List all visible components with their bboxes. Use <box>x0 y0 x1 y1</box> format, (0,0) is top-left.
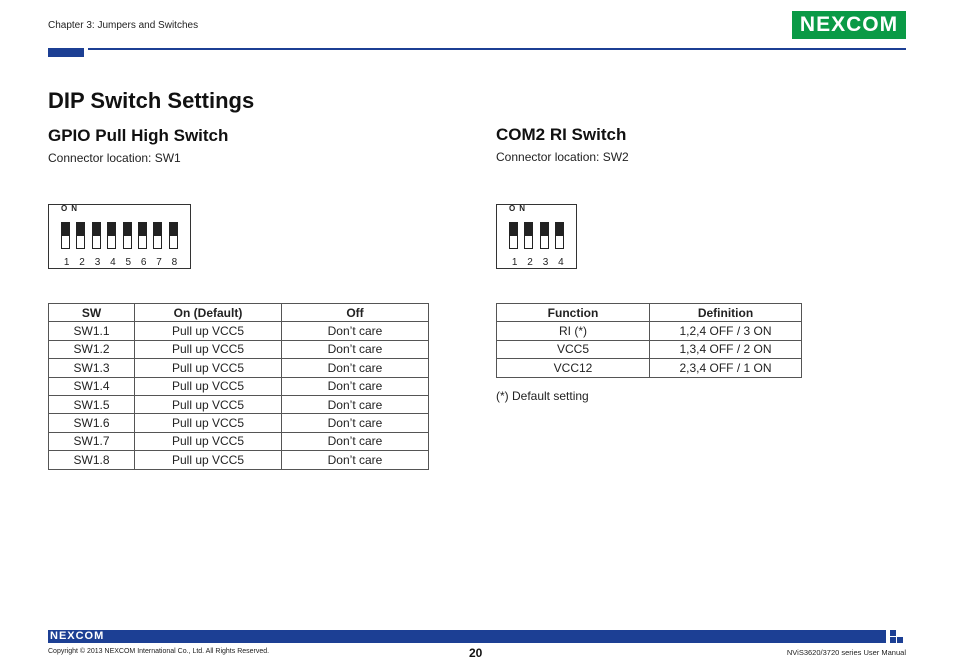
sw2-lever-1 <box>509 222 518 249</box>
sw1-lever-5 <box>123 222 132 249</box>
sw1-lever-knob <box>139 223 146 236</box>
sw2-lever-2 <box>524 222 533 249</box>
header-divider <box>88 48 906 50</box>
table-cell: VCC5 <box>497 340 650 358</box>
sw1-lever-4 <box>107 222 116 249</box>
sw1-dip-switch-diagram <box>48 204 191 269</box>
table-row <box>49 414 429 432</box>
sw2-lever-knob <box>510 223 517 236</box>
table-cell: 2,3,4 OFF / 1 ON <box>650 359 802 377</box>
sw1-lever-knob <box>124 223 131 236</box>
table-cell: Pull up VCC5 <box>135 432 282 450</box>
header-accent-bar <box>48 48 84 57</box>
footer-logo: NEXCOM <box>50 630 105 642</box>
table-row <box>49 451 429 469</box>
column-header-definition: Definition <box>650 304 802 322</box>
sw2-lever-knob <box>525 223 532 236</box>
sw1-position-number: 1 <box>63 257 70 268</box>
table-cell: Don’t care <box>282 395 429 413</box>
gpio-section-title: GPIO Pull High Switch <box>48 126 229 145</box>
table-cell: 1,3,4 OFF / 2 ON <box>650 340 802 358</box>
sw2-position-number: 1 <box>511 257 518 268</box>
table-cell: SW1.4 <box>49 377 135 395</box>
footer-square-decoration <box>897 637 903 643</box>
page-title: DIP Switch Settings <box>48 88 255 113</box>
table-cell: SW1.5 <box>49 395 135 413</box>
sw1-lever-7 <box>153 222 162 249</box>
table-row <box>49 432 429 450</box>
sw1-position-numbers <box>59 257 182 268</box>
sw2-lever-knob <box>541 223 548 236</box>
sw1-position-number: 2 <box>79 257 85 268</box>
table-cell: Pull up VCC5 <box>135 414 282 432</box>
table-cell: SW1.8 <box>49 451 135 469</box>
sw1-lever-1 <box>61 222 70 249</box>
table-cell: SW1.2 <box>49 340 135 358</box>
gpio-connector-location: Connector location: SW1 <box>48 151 181 165</box>
manual-title: NViS3620/3720 series User Manual <box>786 648 906 657</box>
sw1-lever-3 <box>92 222 101 249</box>
sw2-position-numbers <box>507 257 569 268</box>
sw1-position-number: 7 <box>156 257 162 268</box>
table-cell: SW1.1 <box>49 322 135 340</box>
sw1-lever-knob <box>62 223 69 236</box>
column-header-off: Off <box>282 304 429 322</box>
table-row <box>49 377 429 395</box>
sw1-lever-knob <box>154 223 161 236</box>
table-row <box>497 359 802 377</box>
table-cell: SW1.6 <box>49 414 135 432</box>
table-cell: SW1.7 <box>49 432 135 450</box>
page-number: 20 <box>469 646 483 660</box>
copyright-text: Copyright © 2013 NEXCOM International Co., Ltd. All Rights Reserved. <box>48 648 270 655</box>
logo-text: NEXCOM <box>799 13 899 36</box>
sw1-lever-knob <box>93 223 100 236</box>
chapter-title: Chapter 3: Jumpers and Switches <box>48 20 199 31</box>
table-row <box>49 340 429 358</box>
sw1-lever-8 <box>169 222 178 249</box>
table-row <box>49 359 429 377</box>
table-cell: RI (*) <box>497 322 650 340</box>
table-cell: Don’t care <box>282 340 429 358</box>
sw1-lever-2 <box>76 222 85 249</box>
column-header-on: On (Default) <box>135 304 282 322</box>
table-cell: VCC12 <box>497 359 650 377</box>
sw2-lever-knob <box>556 223 563 236</box>
sw2-on-label: ON <box>509 204 529 213</box>
sw2-lever-3 <box>540 222 549 249</box>
table-header-row <box>497 304 802 322</box>
table-cell: Don’t care <box>282 377 429 395</box>
sw1-position-number: 6 <box>140 257 147 268</box>
column-header-function: Function <box>497 304 650 322</box>
table-cell: Don’t care <box>282 451 429 469</box>
table-cell: Pull up VCC5 <box>135 377 282 395</box>
sw1-lever-knob <box>170 223 177 236</box>
nexcom-logo <box>792 11 906 39</box>
sw1-position-number: 3 <box>94 257 101 268</box>
table-cell: 1,2,4 OFF / 3 ON <box>650 322 802 340</box>
sw1-on-label: ON <box>61 204 81 213</box>
table-row <box>497 340 802 358</box>
sw1-position-number: 4 <box>110 257 116 268</box>
sw2-position-number: 4 <box>558 257 564 268</box>
table-row <box>49 322 429 340</box>
sw2-lever-4 <box>555 222 564 249</box>
table-cell: Pull up VCC5 <box>135 359 282 377</box>
table-cell: Don’t care <box>282 322 429 340</box>
table-row <box>49 395 429 413</box>
default-setting-note: (*) Default setting <box>496 389 589 403</box>
table-cell: Pull up VCC5 <box>135 340 282 358</box>
sw1-lever-6 <box>138 222 147 249</box>
gpio-settings-table <box>48 303 429 470</box>
table-cell: SW1.3 <box>49 359 135 377</box>
sw2-position-number: 3 <box>542 257 549 268</box>
sw2-position-number: 2 <box>527 257 533 268</box>
table-cell: Don’t care <box>282 432 429 450</box>
sw1-lever-knob <box>77 223 84 236</box>
com2-settings-table <box>496 303 802 378</box>
table-row <box>497 322 802 340</box>
footer-square-decoration <box>890 630 896 636</box>
table-cell: Pull up VCC5 <box>135 322 282 340</box>
table-cell: Don’t care <box>282 359 429 377</box>
table-cell: Pull up VCC5 <box>135 395 282 413</box>
com2-connector-location: Connector location: SW2 <box>496 150 629 164</box>
table-header-row <box>49 304 429 322</box>
com2-section-title: COM2 RI Switch <box>496 125 627 144</box>
sw2-dip-switch-diagram <box>496 204 577 269</box>
table-cell: Pull up VCC5 <box>135 451 282 469</box>
column-header-sw: SW <box>49 304 135 322</box>
table-cell: Don’t care <box>282 414 429 432</box>
footer-bar <box>48 630 886 643</box>
footer-square-decoration <box>890 637 896 643</box>
sw1-position-number: 5 <box>125 257 132 268</box>
sw1-lever-knob <box>108 223 115 236</box>
sw1-position-number: 8 <box>171 257 178 268</box>
